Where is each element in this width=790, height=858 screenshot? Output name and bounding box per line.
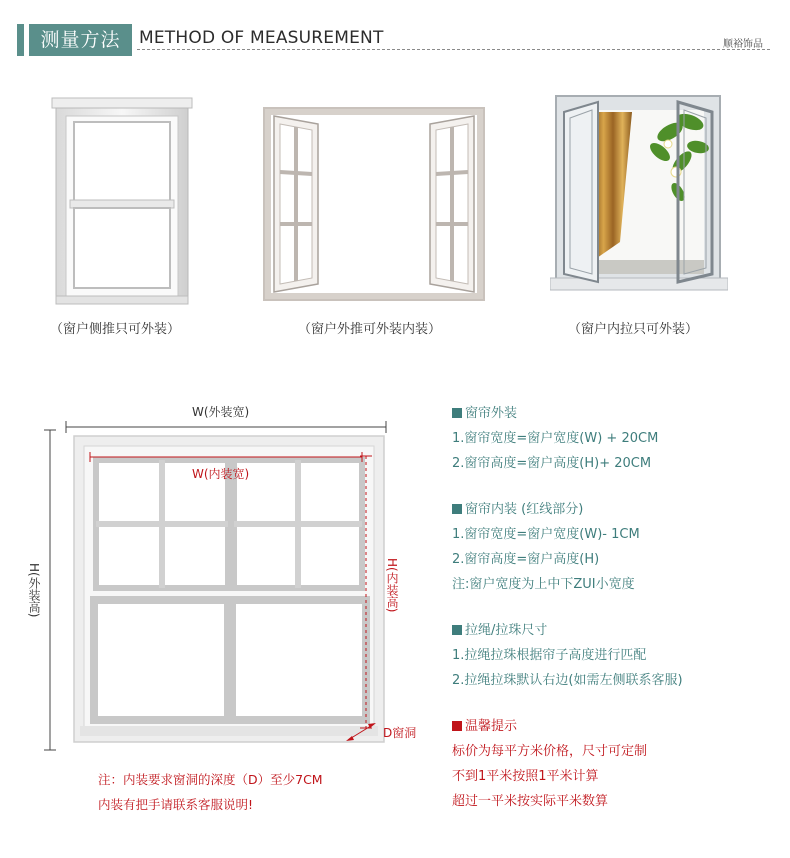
section-inner-line-2: 2.窗帘高度=窗户高度(H) <box>452 552 600 567</box>
section-outer-line-1: 1.窗帘宽度=窗户宽度(W) + 20CM <box>452 431 659 446</box>
section-tips-line-3: 超过一平米按实际平米数算 <box>452 794 609 809</box>
section-tips-line-1: 标价为每平方米价格，尺寸可定制 <box>452 744 648 759</box>
window-1-image <box>40 96 200 306</box>
install-note-line1: 注：内装要求窗洞的深度（D）至少7CM <box>98 772 323 787</box>
inner-width-label: W(内装宽) <box>192 467 250 481</box>
section-tips-line-2: 不到1平米按照1平米计算 <box>452 769 599 784</box>
outer-width-label: W(外装宽) <box>192 405 250 419</box>
section-tips-heading: 温馨提示 <box>452 715 517 734</box>
sash-window-icon <box>40 96 200 306</box>
install-note-line2: 内装有把手请联系客服说明! <box>98 797 254 812</box>
section-outer-line-2: 2.窗帘高度=窗户高度(H)+ 20CM <box>452 456 652 471</box>
page-title-cn: 测量方法 <box>29 24 132 56</box>
window-3-image <box>550 92 728 298</box>
casement-inward-window-icon <box>550 92 728 298</box>
section-cord-line-2: 2.拉绳拉珠默认右边(如需左侧联系客服) <box>452 673 683 688</box>
window-2-caption: （窗户外推可外装内装） <box>298 322 442 337</box>
section-inner-line-1: 1.窗帘宽度=窗户宽度(W)- 1CM <box>452 527 640 542</box>
square-bullet-icon <box>452 721 462 731</box>
window-3-caption: （窗户内拉只可外装） <box>568 322 699 337</box>
window-2-image <box>262 106 486 302</box>
outer-height-label: H(外装高) <box>27 563 41 618</box>
window-1-caption: （窗户侧推只可外装） <box>50 322 181 337</box>
section-outer-install-heading: 窗帘外装 <box>452 402 517 421</box>
header-divider <box>137 49 770 50</box>
section-inner-line-3: 注:窗户宽度为上中下ZUI小宽度 <box>452 577 635 592</box>
square-bullet-icon <box>452 625 462 635</box>
inner-height-label: H(内装高) <box>385 558 399 613</box>
square-bullet-icon <box>452 504 462 514</box>
header-accent-bar <box>17 24 24 56</box>
section-cord-line-1: 1.拉绳拉珠根据帘子高度进行匹配 <box>452 648 647 663</box>
section-cord-heading: 拉绳/拉珠尺寸 <box>452 619 547 638</box>
page-title-en: METHOD OF MEASUREMENT <box>139 28 384 48</box>
casement-outward-window-icon <box>262 106 486 302</box>
section-inner-install-heading: 窗帘内装 (红线部分) <box>452 498 583 517</box>
measurement-diagram <box>40 400 400 760</box>
depth-label: D窗洞 <box>383 726 417 740</box>
square-bullet-icon <box>452 408 462 418</box>
brand-name: 顺裕饰品 <box>723 39 763 50</box>
